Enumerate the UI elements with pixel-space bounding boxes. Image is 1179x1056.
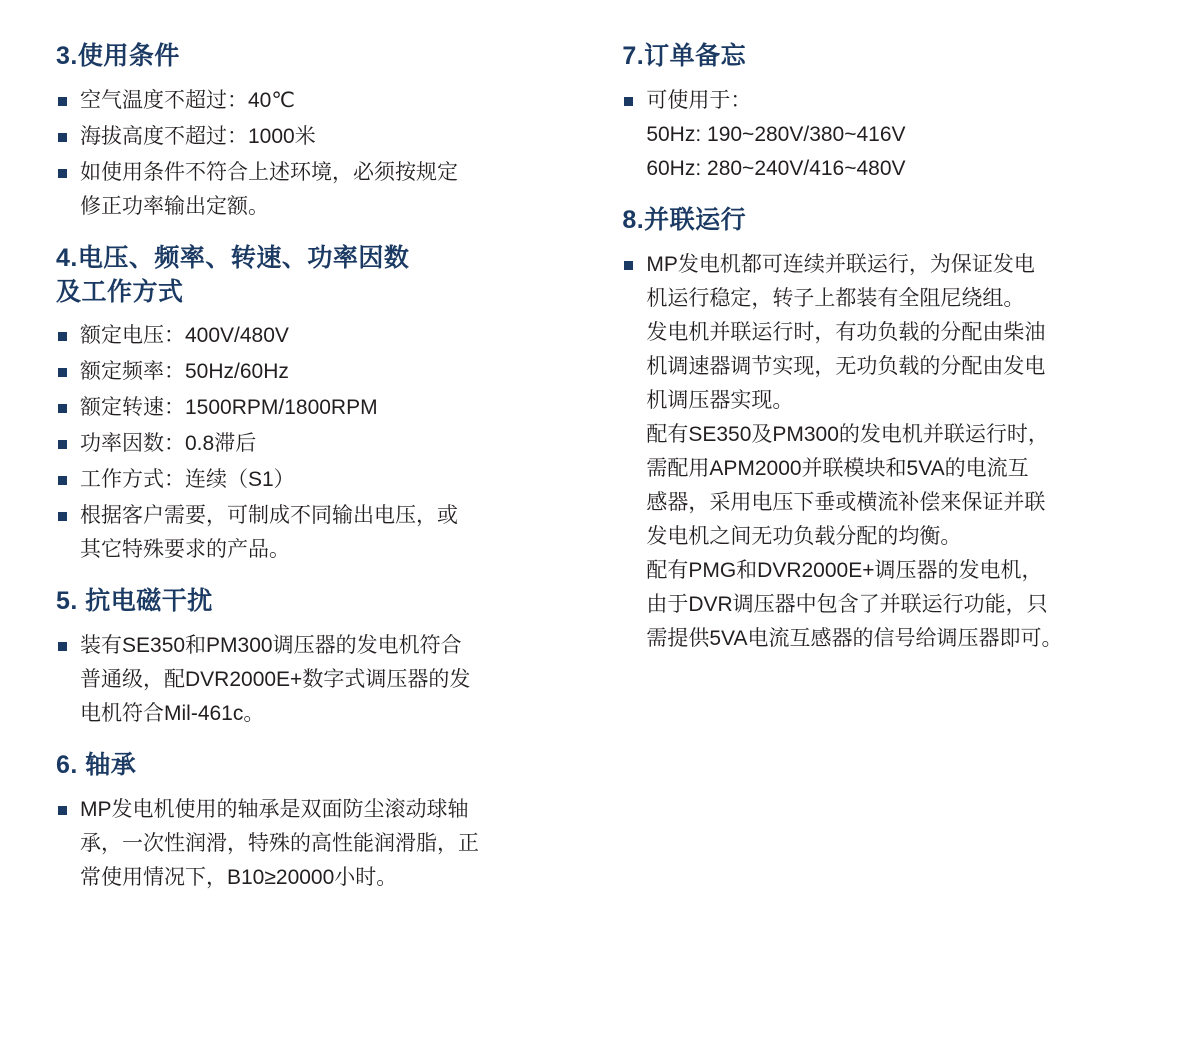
list-line: 装有SE350和PM300调压器的发电机符合 — [80, 634, 462, 658]
list-item — [56, 793, 584, 895]
list-item — [56, 391, 584, 425]
bullet-list-7 — [622, 84, 1139, 186]
bullet-list-8 — [622, 248, 1139, 656]
bullet-list-6 — [56, 793, 584, 895]
list-item — [56, 84, 584, 118]
list-line: 承，一次性润滑，特殊的高性能润滑脂，正 — [80, 831, 479, 855]
list-line: 额定转速：1500RPM/1800RPM — [80, 396, 378, 420]
list-line: MP发电机都可连续并联运行，为保证发电 — [646, 252, 1035, 276]
list-line: 50Hz: 190~280V/380~416V — [646, 122, 906, 146]
list-line: 需配用APM2000并联模块和5VA的电流互 — [646, 456, 1029, 480]
list-item — [56, 355, 584, 389]
bullet-list-3 — [56, 84, 584, 224]
list-line: 电机符合Mil-461c。 — [80, 702, 265, 726]
list-item — [56, 427, 584, 461]
list-line: 由于DVR调压器中包含了并联运行功能，只 — [646, 592, 1048, 616]
list-item — [56, 463, 584, 497]
list-line: MP发电机使用的轴承是双面防尘滚动球轴 — [80, 797, 469, 821]
section-title-5: 5. 抗电磁干扰 — [56, 587, 213, 616]
list-line: 额定电压：400V/480V — [80, 324, 289, 348]
list-line: 需提供5VA电流互感器的信号给调压器即可。 — [646, 626, 1063, 650]
list-line: 普通级，配DVR2000E+数字式调压器的发 — [80, 668, 471, 692]
list-line: 配有SE350及PM300的发电机并联运行时， — [646, 422, 1049, 446]
section-parallel-operation — [622, 204, 1139, 656]
section-voltage-frequency — [56, 242, 584, 568]
section-title-6: 6. 轴承 — [56, 751, 137, 780]
list-line: 机调压器实现。 — [646, 388, 794, 412]
list-line: 配有PMG和DVR2000E+调压器的发电机， — [646, 558, 1043, 582]
list-item — [56, 156, 584, 224]
list-line: 修正功率输出定额。 — [80, 194, 269, 218]
section-title-4 — [56, 242, 584, 310]
section-bearings — [56, 749, 584, 895]
left-column — [30, 40, 604, 1056]
list-line: 发电机之间无功负载分配的均衡。 — [646, 524, 962, 548]
list-item — [56, 499, 584, 567]
list-line: 功率因数：0.8滞后 — [80, 432, 257, 456]
list-item — [56, 319, 584, 353]
list-line: 机运行稳定，转子上都装有全阻尼绕组。 — [646, 286, 1025, 310]
list-line: 常使用情况下，B10≥20000小时。 — [80, 866, 398, 889]
list-line: 发电机并联运行时，有功负载的分配由柴油 — [646, 320, 1046, 344]
list-line: 如使用条件不符合上述环境，必须按规定 — [80, 160, 458, 184]
bullet-list-5 — [56, 629, 584, 731]
list-item — [56, 120, 584, 154]
section-title-line: 及工作方式 — [56, 277, 184, 306]
list-item — [622, 84, 1139, 186]
list-line: 机调速器调节实现，无功负载的分配由发电 — [646, 354, 1046, 378]
list-line: 可使用于： — [646, 88, 752, 112]
section-title-3: 3.使用条件 — [56, 42, 180, 70]
right-column — [604, 40, 1149, 1056]
list-line: 其它特殊要求的产品。 — [80, 538, 290, 562]
list-line: 感器，采用电压下垂或横流补偿来保证并联 — [646, 490, 1046, 514]
section-order-notes — [622, 40, 1139, 186]
list-line: 60Hz: 280~240V/416~480V — [646, 156, 906, 180]
section-title-7: 7.订单备忘 — [622, 42, 747, 70]
section-emi-resistance — [56, 585, 584, 731]
list-line: 根据客户需要，可制成不同输出电压，或 — [80, 504, 458, 528]
list-line: 海拔高度不超过：1000米 — [80, 124, 316, 148]
list-item — [56, 629, 584, 731]
section-title-line: 4.电压、频率、转速、功率因数 — [56, 243, 410, 272]
section-title-8: 8.并联运行 — [622, 205, 747, 234]
section-usage-conditions — [56, 40, 584, 224]
bullet-list-4 — [56, 319, 584, 567]
list-line: 工作方式：连续（S1） — [80, 468, 295, 492]
list-line: 额定频率：50Hz/60Hz — [80, 360, 289, 384]
list-item — [622, 248, 1139, 656]
list-line: 空气温度不超过：40℃ — [80, 88, 295, 112]
